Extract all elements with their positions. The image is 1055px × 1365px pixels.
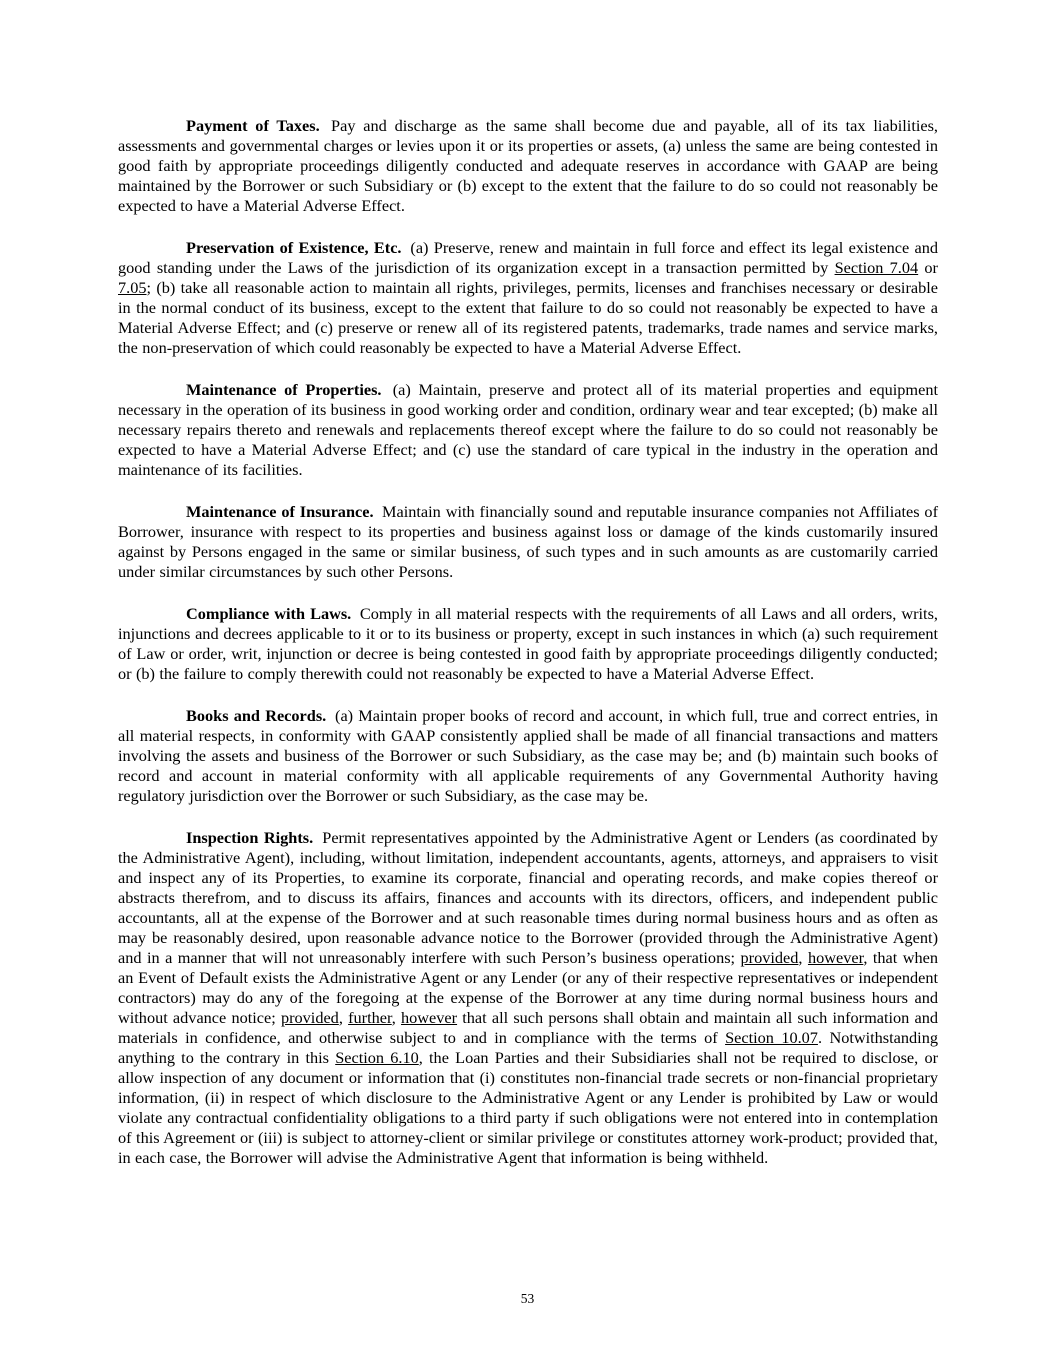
paragraph bbox=[118, 502, 938, 582]
paragraph-text: , bbox=[798, 948, 808, 967]
paragraph-text: or bbox=[918, 258, 938, 277]
paragraph-heading: Maintenance of Insurance. bbox=[186, 502, 374, 521]
page-number: 53 bbox=[520, 1291, 535, 1306]
paragraph-text: Permit representatives appointed by the Administrative Agent or Lenders (as coordinated by the Administrative Agent), including, without limitation, independent accountants, agents, attorneys, and appraisers to visit and inspect any of its Properties, to examine its corporate, financial and operating records, and make copies thereof or abstracts therefrom, and to discuss its affairs, finances and accounts with its directors, officers, and independent public accountants, all at the expense of the Borrower and at such reasonable times during normal business hours and as often as may be reasonably desired, upon reasonable advance notice to the Borrower (provided through the Administrative Agent) and in a manner that will not unreasonably interfere with such Person’s business operations; bbox=[118, 828, 938, 967]
paragraph bbox=[118, 380, 938, 480]
paragraph bbox=[118, 604, 938, 684]
paragraph-text: that all such persons shall obtain and maintain all such information and materials in confidence, and otherwise subject to and in compliance with the terms of bbox=[118, 1008, 939, 1047]
paragraph bbox=[118, 828, 938, 1168]
paragraph-heading: Compliance with Laws. bbox=[186, 604, 352, 623]
paragraph-text: , bbox=[391, 1008, 402, 1027]
section-reference: 7.05 bbox=[118, 278, 147, 297]
paragraph-text: (a) Preserve, renew and maintain in full force and effect its legal existence and good standing under the Laws of the jurisdiction of its organization except in a transaction permitted by bbox=[118, 238, 939, 277]
paragraph-heading: Books and Records. bbox=[186, 706, 327, 725]
section-reference: however bbox=[807, 948, 864, 967]
paragraph-text: , the Loan Parties and their Subsidiaries shall not be required to disclose, or allow inspection of any document or information that (i) constitutes non-financial trade secrets or non-financial proprietary information, (ii) in respect of which disclosure to the Administrative Agent or any Lender is prohibited by Law or would violate any contractual confidentiality obligations to a third party if such obligations were not entered into in contemplation of this Agreement or (iii) is subject to attorney-client or similar privilege or constitutes attorney work-product; provided that, in each case, the Borrower will advise the Administrative Agent that information is being withheld. bbox=[118, 1048, 938, 1167]
section-reference: Section 7.04 bbox=[834, 258, 919, 277]
paragraph-text: , bbox=[338, 1008, 349, 1027]
section-reference: provided bbox=[740, 948, 799, 967]
paragraph bbox=[118, 238, 938, 358]
section-reference: provided bbox=[280, 1008, 339, 1027]
section-reference: Section 6.10 bbox=[335, 1048, 419, 1067]
paragraph-heading: Payment of Taxes. bbox=[186, 116, 320, 135]
paragraph-heading: Maintenance of Properties. bbox=[186, 380, 382, 399]
section-reference: however bbox=[401, 1008, 458, 1027]
paragraph-text: . Notwithstanding anything to the contrary in this bbox=[118, 1028, 938, 1067]
section-reference: Section 10.07 bbox=[725, 1028, 818, 1047]
paragraph-text: , that when an Event of Default exists the Administrative Agent or any Lender (or any of their respective representatives or independent contractors) may do any of the foregoing at the expense of the Borrower at any time during normal business hours and without advance notice; bbox=[118, 948, 938, 1027]
paragraph-text: ; (b) take all reasonable action to maintain all rights, privileges, permits, licenses and franchises necessary or desirable in the normal conduct of its business, except to the extent that failure to do so could not reasonably be expected to have a Material Adverse Effect; and (c) preserve or renew all of its registered patents, trademarks, trade names and service marks, the non-preservation of which could reasonably be expected to have a Material Adverse Effect. bbox=[118, 278, 938, 357]
paragraph bbox=[118, 116, 938, 216]
paragraph-text: Comply in all material respects with the requirements of all Laws and all orders, writs, injunctions and decrees applicable to it or to its business or property, except in such instances in which (a) such requirement of Law or order, writ, injunction or decree is being contested in good faith by appropriate proceedings diligently conducted; or (b) the failure to comply therewith could not reasonably be expected to have a Material Adverse Effect. bbox=[118, 604, 938, 683]
paragraph-text: Maintain with financially sound and reputable insurance companies not Affiliates of Borrower, insurance with respect to its properties and business against loss or damage of the kinds customarily insured against by Persons engaged in the same or similar business, of such types and in such amounts as are customarily carried under similar circumstances by such other Persons. bbox=[118, 502, 938, 581]
paragraph-text: Pay and discharge as the same shall become due and payable, all of its tax liabilities, assessments and governmental charges or levies upon it or its properties or assets, (a) unless the same are being contested in good faith by appropriate proceedings diligently conducted and adequate reserves in accordance with GAAP are being maintained by the Borrower or such Subsidiary or (b) except to the extent that the failure to do so could not reasonably be expected to have a Material Adverse Effect. bbox=[118, 116, 938, 215]
paragraph bbox=[118, 706, 938, 806]
paragraph-heading: Inspection Rights. bbox=[186, 828, 314, 847]
paragraph-text: (a) Maintain proper books of record and account, in which full, true and correct entries, in all material respects, in conformity with GAAP consistently applied shall be made of all financial transactions and matters involving the assets and business of the Borrower or such Subsidiary, as the case may be; and (b) maintain such books of record and account in material conformity with all applicable requirements of any Governmental Authority having regulatory jurisdiction over the Borrower or such Subsidiary, as the case may be. bbox=[118, 706, 938, 805]
section-reference: further bbox=[348, 1008, 392, 1027]
paragraph-heading: Preservation of Existence, Etc. bbox=[186, 238, 402, 257]
paragraph-text: (a) Maintain, preserve and protect all of its material properties and equipment necessary in the operation of its business in good working order and condition, ordinary wear and tear excepted; (b) make all necessary repairs thereto and renewals and replacements thereof except where the failure to do so could not reasonably be expected to have a Material Adverse Effect; and (c) use the standard of care typical in the industry in the operation and maintenance of its facilities. bbox=[118, 380, 938, 479]
